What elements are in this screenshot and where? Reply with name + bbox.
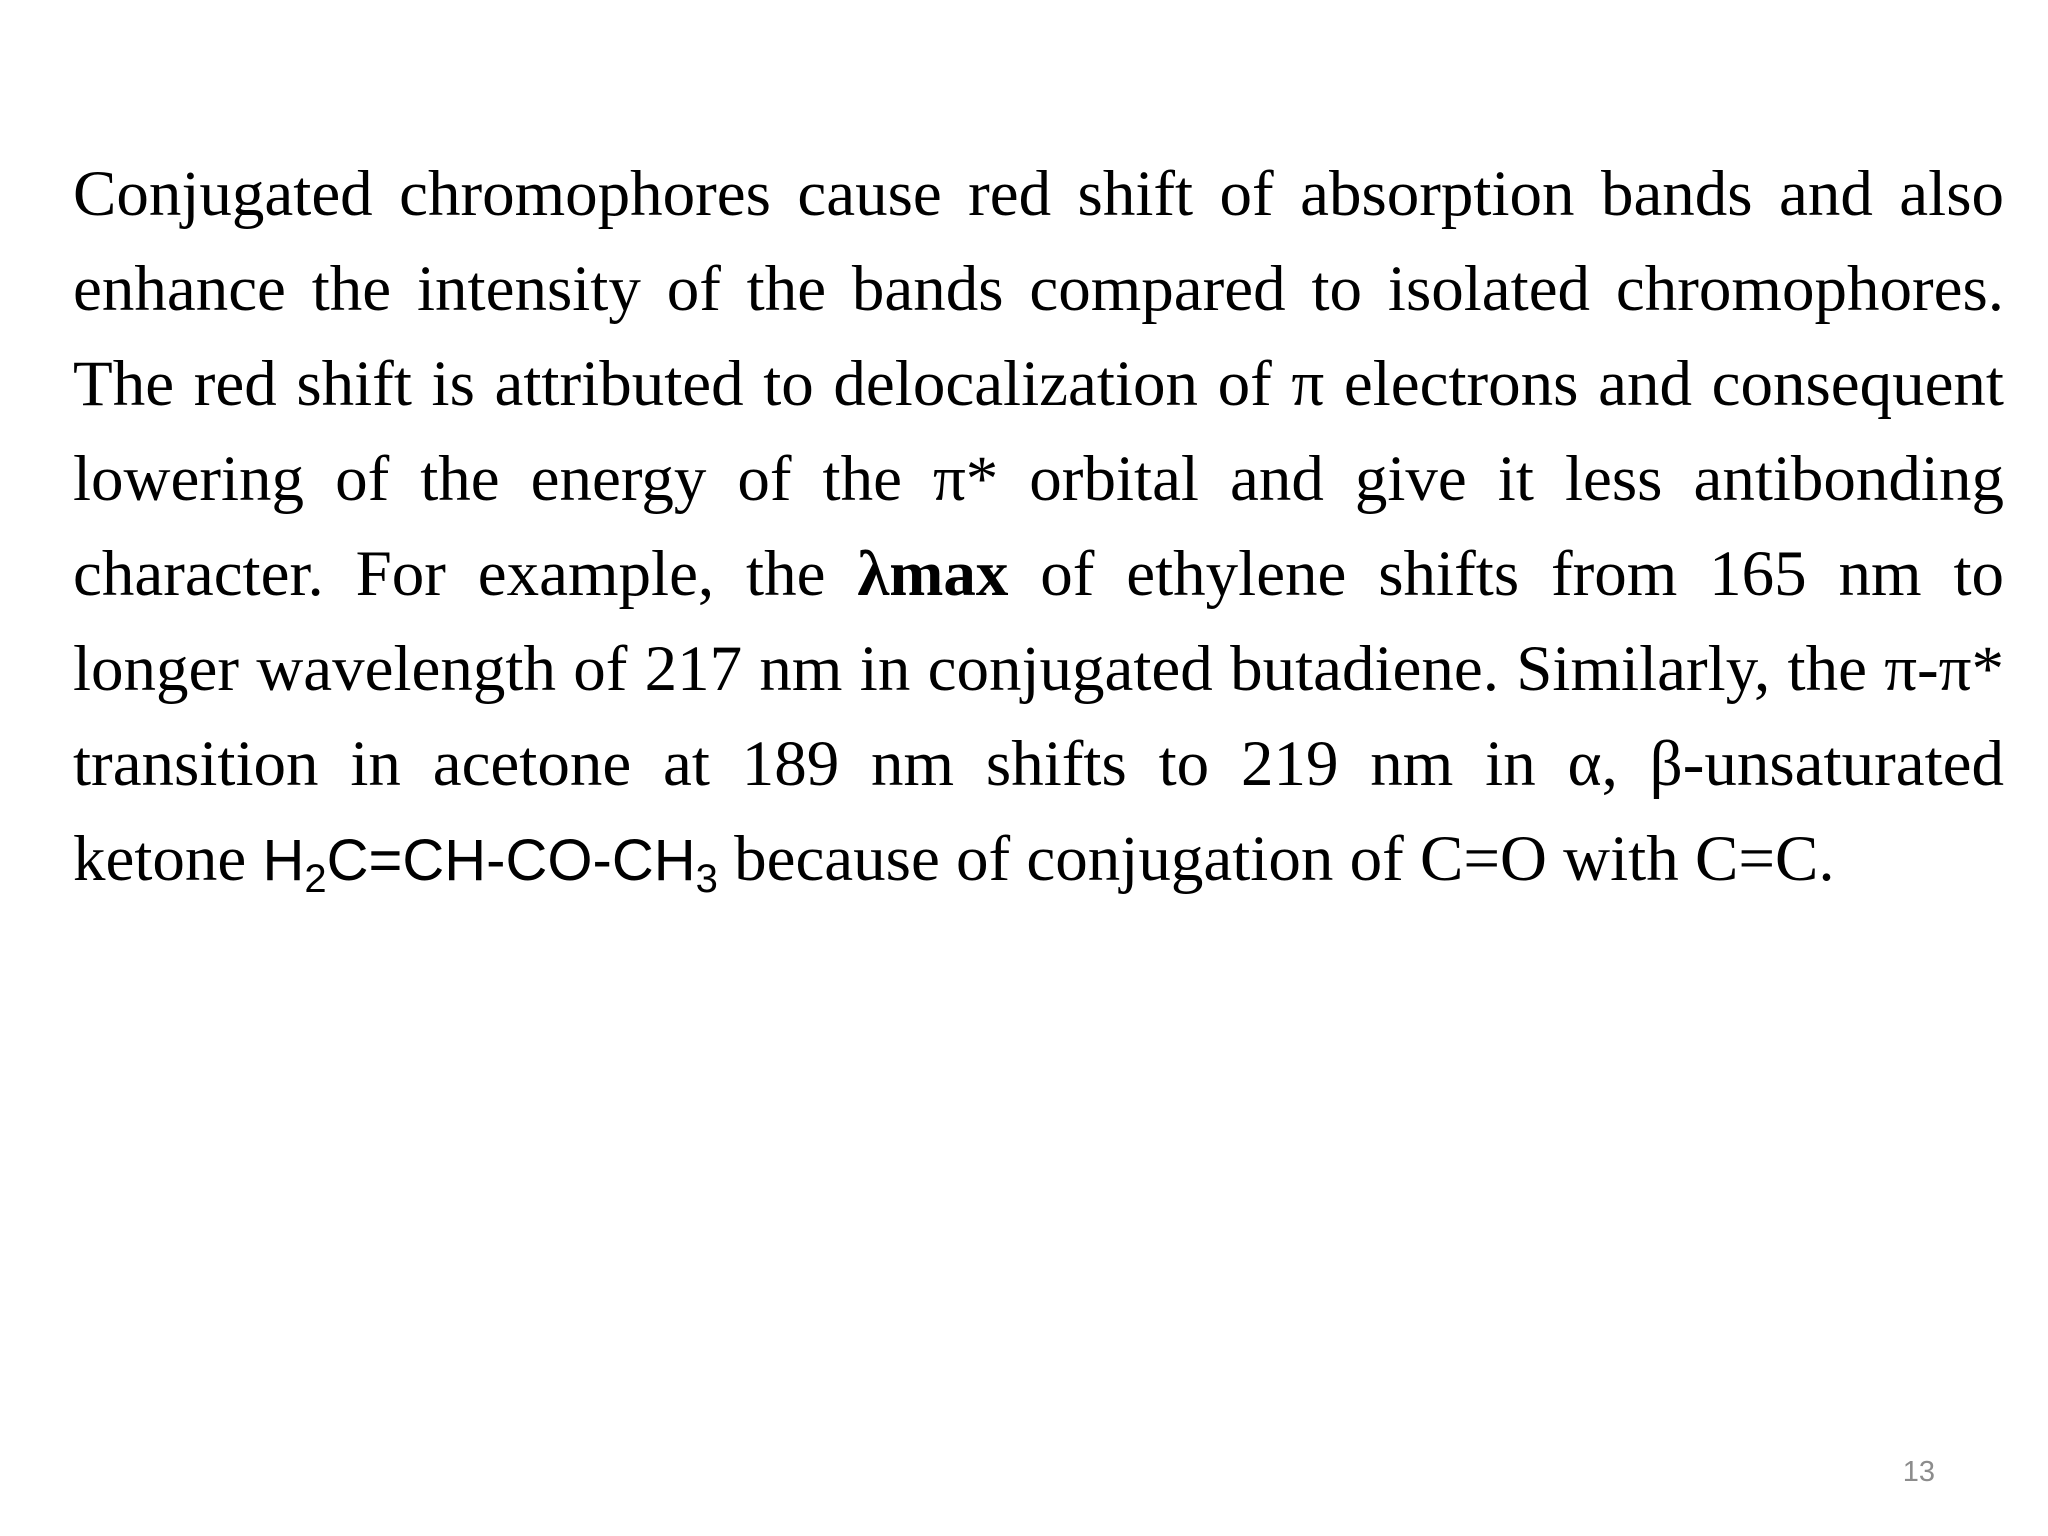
formula-part-2: C=CH-CO-CH [326, 828, 696, 893]
paragraph-text-part-1: Conjugated chromophores cause red shift of absorption bands and also enhance the intensity of the bands compared to isolated chromophores. The red shift is attributed to delocalization of π electrons and consequent lowering of the energy of the π* orbital and give it less antibonding character. For example, the [73, 158, 2004, 610]
formula-subscript-1: 2 [304, 857, 327, 901]
paragraph-text-part-2: of ethylene shifts from 165 nm to longer wavelength of 217 nm in conjugated butadiene. Similarly, the π-π* transition in acetone at 189 nm shifts to 219 nm in α, β-unsaturated ketone [73, 538, 2005, 895]
lambda-max-term: λmax [857, 538, 1009, 610]
paragraph-text-part-3: because of conjugation of C=O with C=C. [717, 823, 1835, 895]
body-paragraph [73, 147, 2004, 908]
page-number: 13 [1902, 1456, 1935, 1488]
ketone-formula [262, 828, 718, 901]
formula-part-1: H [262, 828, 305, 893]
formula-subscript-2: 3 [695, 857, 718, 901]
